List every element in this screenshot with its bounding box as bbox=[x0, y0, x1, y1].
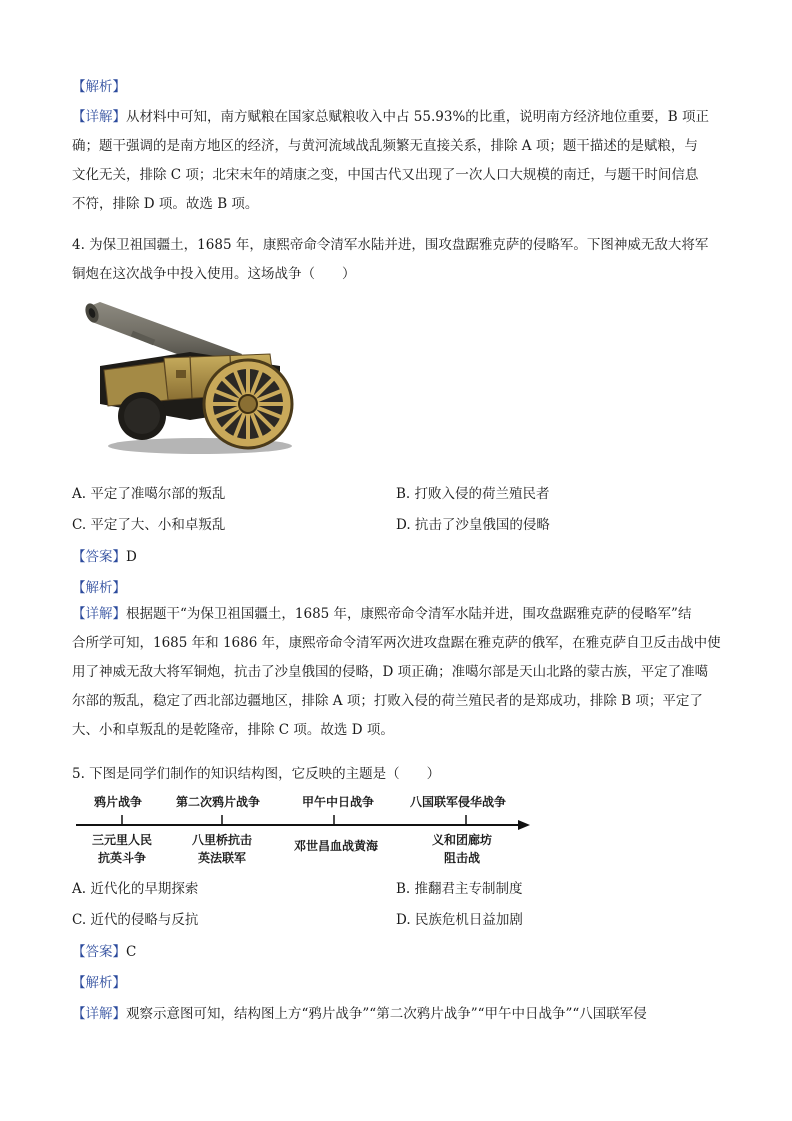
q5-option-c: C. 近代的侵略与反抗 bbox=[72, 912, 199, 928]
q4-option-a: A. 平定了准噶尔部的叛乱 bbox=[72, 486, 226, 502]
timeline-resistance-boxer-langfang bbox=[432, 831, 492, 867]
resistance-line: 三元里人民 bbox=[92, 833, 153, 847]
jiexi-label-3: 【解析】 bbox=[72, 79, 126, 95]
q4-answer bbox=[72, 547, 137, 567]
q5-option-a: A. 近代化的早期探索 bbox=[72, 881, 199, 897]
resistance-line: 义和团廊坊 bbox=[432, 833, 493, 847]
detail-label: 【详解】 bbox=[72, 606, 126, 622]
answer-label: 【答案】 bbox=[72, 944, 126, 960]
explanation-q3 bbox=[72, 103, 722, 219]
resistance-line: 英法联军 bbox=[198, 851, 247, 865]
timeline-resistance-deng-shichang bbox=[294, 837, 378, 855]
knowledge-timeline bbox=[72, 793, 542, 873]
q5-option-d: D. 民族危机日益加剧 bbox=[396, 912, 523, 928]
q4-detail-line-3: 用了神威无敌大将军铜炮，抗击了沙皇俄国的侵略，D 项正确；准噶尔部是天山北路的蒙古族，平定了准噶 bbox=[72, 664, 709, 680]
q4-line-1: 4. 为保卫祖国疆土，1685 年，康熙帝命令清军水陆并进，围攻盘踞雅克萨的侵略军。下图神威无敌大将军 bbox=[72, 237, 709, 253]
explain3-line-3: 文化无关，排除 C 项；北宋末年的靖康之变，中国古代又出现了一次人口大规模的南迁，与题干时间信息 bbox=[72, 167, 699, 183]
detail-label: 【详解】 bbox=[72, 1006, 126, 1022]
resistance-line: 八里桥抗击 bbox=[192, 833, 253, 847]
question-5: 5. 下图是同学们制作的知识结构图，它反映的主题是（ ） bbox=[72, 766, 441, 782]
q4-option-c: C. 平定了大、小和卓叛乱 bbox=[72, 517, 226, 533]
q4-detail-line-2: 合所学可知，1685 年和 1686 年，康熙帝命令清军两次进攻盘踞在雅克萨的俄军，在雅克萨自卫反击战中使 bbox=[72, 635, 721, 651]
detail-label: 【详解】 bbox=[72, 109, 126, 125]
timeline-resistance-sanyuanli bbox=[92, 831, 152, 867]
q5-detail-text: 观察示意图可知，结构图上方“鸦片战争”“第二次鸦片战争”“甲午中日战争”“八国联军侵 bbox=[126, 1006, 647, 1022]
answer-value: C bbox=[126, 944, 137, 960]
cannon-image bbox=[80, 296, 296, 458]
q4-detail-line-5: 大、小和卓叛乱的是乾隆帝，排除 C 项。故选 D 项。 bbox=[72, 722, 394, 738]
answer-value: D bbox=[126, 549, 137, 565]
timeline-event-eight-nation-war: 八国联军侵华战争 bbox=[410, 795, 507, 809]
jiexi-label-5: 【解析】 bbox=[72, 975, 126, 991]
timeline-resistance-baliqiao bbox=[192, 831, 252, 867]
q4-line-2: 铜炮在这次战争中投入使用。这场战争（ ） bbox=[72, 266, 356, 282]
resistance-line: 邓世昌血战黄海 bbox=[294, 839, 379, 853]
q4-detail-line-4: 尔部的叛乱，稳定了西北部边疆地区，排除 A 项；打败入侵的荷兰殖民者的是郑成功，排除 B 项；平定了 bbox=[72, 693, 703, 709]
explanation-q4 bbox=[72, 600, 722, 745]
explain3-line-2: 确；题干强调的是南方地区的经济，与黄河流域战乱频繁无直接关系，排除 A 项；题干描述的是赋粮，与 bbox=[72, 138, 698, 154]
timeline-event-second-opium-war: 第二次鸦片战争 bbox=[176, 795, 261, 809]
jiexi-label-4: 【解析】 bbox=[72, 580, 126, 596]
resistance-line: 阻击战 bbox=[444, 851, 481, 865]
question-4 bbox=[72, 231, 722, 289]
q4-detail-line-1: 根据题干“为保卫祖国疆土，1685 年，康熙帝命令清军水陆并进，围攻盘踞雅克萨的侵略军”结 bbox=[126, 606, 692, 622]
explain3-line-1: 从材料中可知，南方赋粮在国家总赋粮收入中占 55.93%的比重，说明南方经济地位重要，B 项正 bbox=[126, 109, 709, 125]
timeline-event-sino-japanese-war: 甲午中日战争 bbox=[302, 795, 375, 809]
q5-answer bbox=[72, 942, 136, 962]
q4-option-d: D. 抗击了沙皇俄国的侵略 bbox=[396, 517, 550, 533]
q5-option-b: B. 推翻君主专制制度 bbox=[396, 881, 523, 897]
q4-option-b: B. 打败入侵的荷兰殖民者 bbox=[396, 486, 550, 502]
resistance-line: 抗英斗争 bbox=[98, 851, 147, 865]
answer-label: 【答案】 bbox=[72, 549, 126, 565]
q5-detail-line-1 bbox=[72, 1004, 647, 1024]
explain3-line-4: 不符，排除 D 项。故选 B 项。 bbox=[72, 196, 259, 212]
timeline-event-opium-war: 鸦片战争 bbox=[94, 795, 143, 809]
